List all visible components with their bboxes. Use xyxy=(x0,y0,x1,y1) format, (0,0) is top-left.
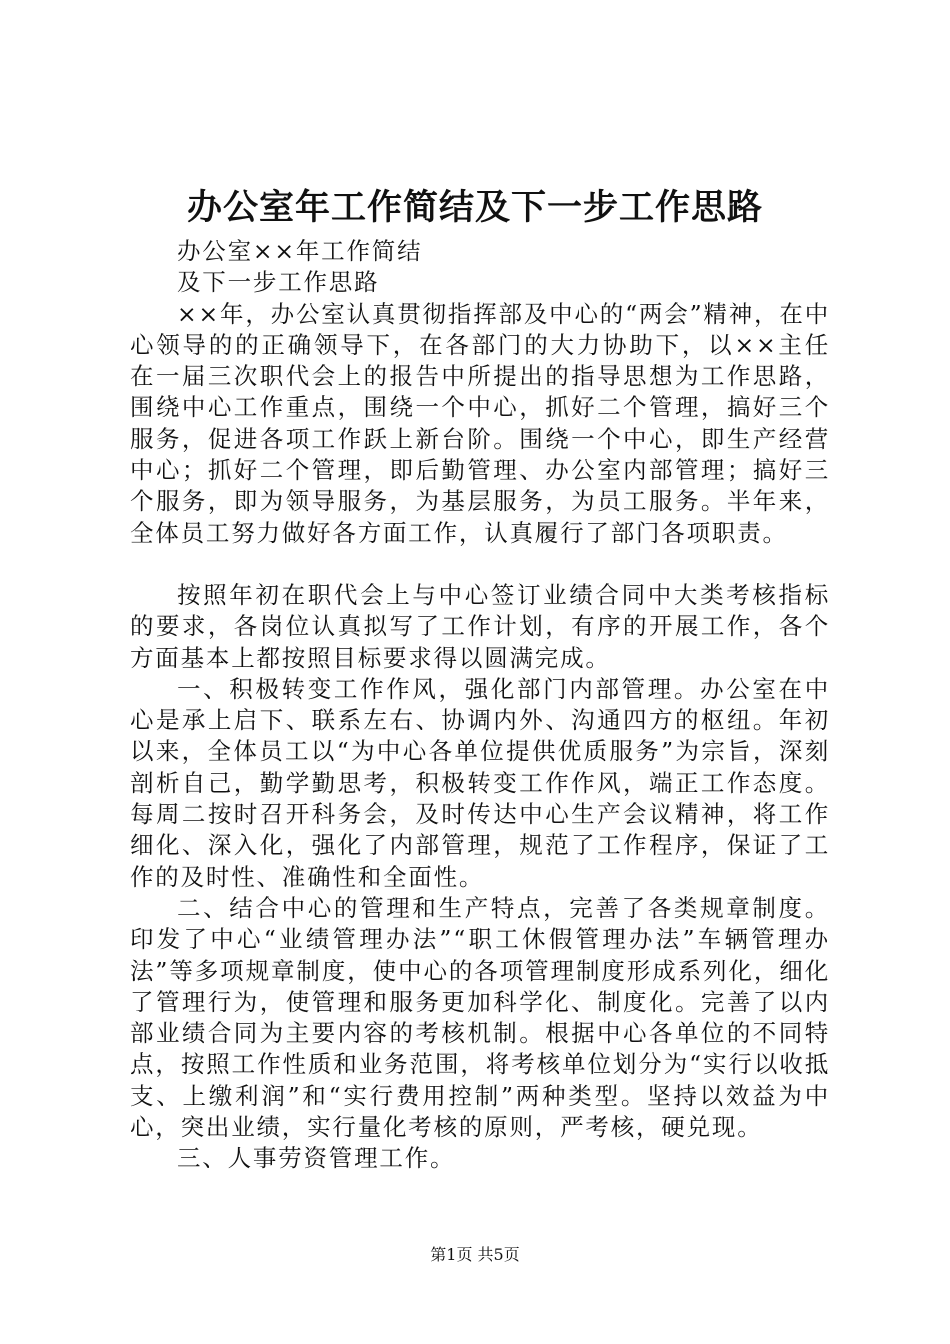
paragraph-subtitle-line-1: 办公室××年工作简结 xyxy=(177,237,423,265)
paragraph-section-3: 三、人事劳资管理工作。 xyxy=(177,1144,456,1173)
paragraph-section-2: 二、结合中心的管理和生产特点，完善了各类规章制度。印发了中心“业绩管理办法”“职工休假管理办法”车辆管理办法”等多项规章制度，使中心的各项管理制度形成系列化，细化了管理行为，使管理和服务更加科学化、制度化。完善了以内部业绩合同为主要内容的考核机制。根据中心各单位的不同特点，按照工作性质和业务范围，将考核单位划分为“实行以收抵支、上缴利润”和“实行费用控制”两种类型。坚持以效益为中心，突出业绩，实行量化考核的原则，严考核，硬兑现。 xyxy=(130,893,830,1142)
paragraph-subtitle-line-2: 及下一步工作思路 xyxy=(177,268,380,297)
paragraph-section-1: 一、积极转变工作作风，强化部门内部管理。办公室在中心是承上启下、联系左右、协调内外、沟通四方的枢纽。年初以来，全体员工以“为中心各单位提供优质服务”为宗旨，深刻剖析自己，勤学勤思考，积极转变工作作风，端正工作态度。每周二按时召开科务会，及时传达中心生产会议精神，将工作细化、深入化，强化了内部管理，规范了工作程序，保证了工作的及时性、准确性和全面性。 xyxy=(130,674,830,891)
paragraph-intro: ××年，办公室认真贯彻指挥部及中心的“两会”精神，在中心领导的的正确领导下，在各部门的大力协助下，以××主任在一届三次职代会上的报告中所提出的指导思想为工作思路，围绕中心工作重点，围绕一个中心，抓好二个管理，搞好三个服务，促进各项工作跃上新台阶。围绕一个中心，即生产经营中心；抓好二个管理，即后勤管理、办公室内部管理；搞好三个服务，即为领导服务，为基层服务，为员工服务。半年来，全体员工努力做好各方面工作，认真履行了部门各项职责。 xyxy=(130,299,830,547)
page-footer: 第1页 共5页 xyxy=(430,1245,520,1264)
document-title: 办公室年工作简结及下一步工作思路 xyxy=(186,187,763,228)
paragraph-plan: 按照年初在职代会上与中心签订业绩合同中大类考核指标的要求，各岗位认真拟写了工作计划，有序的开展工作，各个方面基本上都按照目标要求得以圆满完成。 xyxy=(130,580,830,672)
document-body xyxy=(130,236,830,1175)
